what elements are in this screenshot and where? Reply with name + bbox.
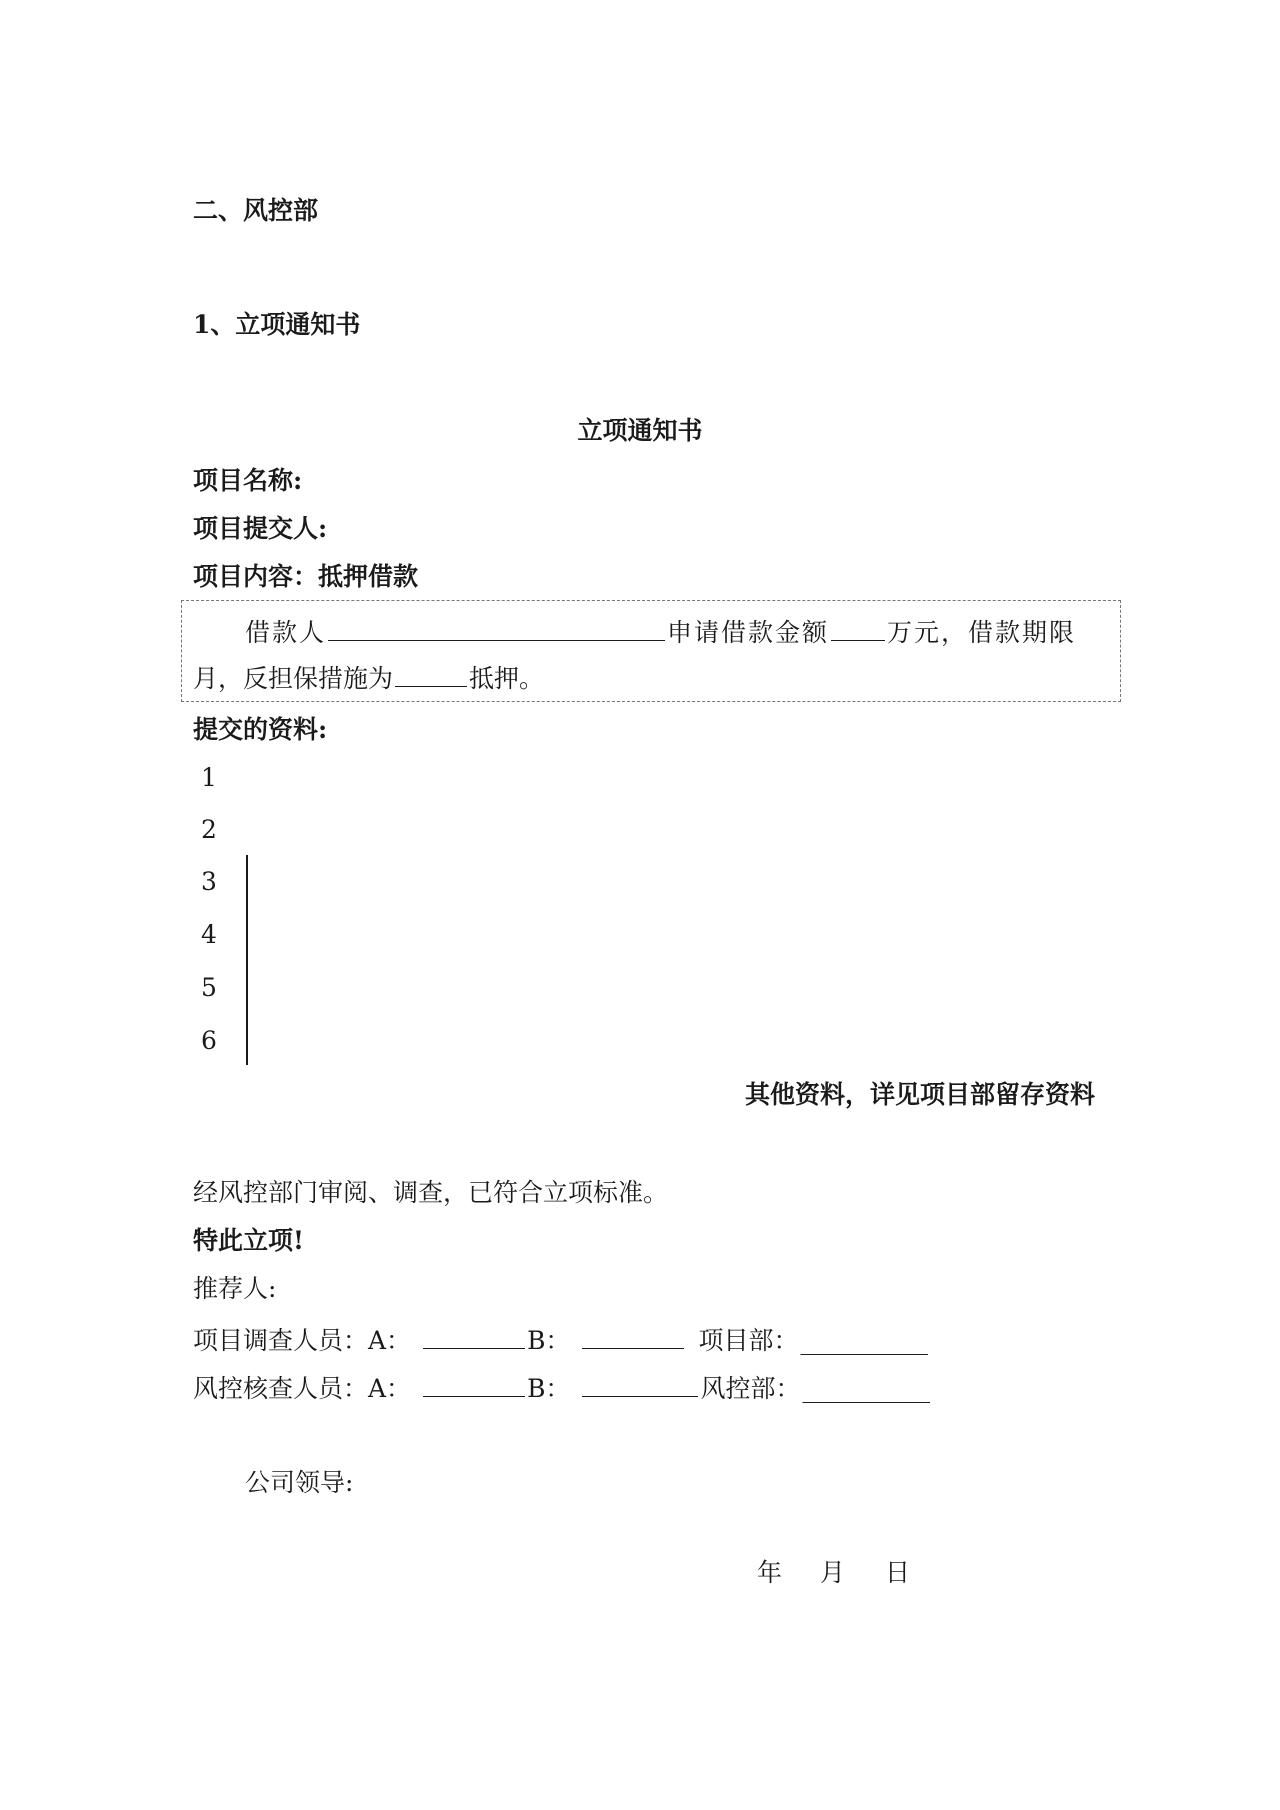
other-materials-note: 其他资料，详见项目部留存资料 — [744, 1080, 1095, 1109]
investigation-dept-blank[interactable]: ___________ — [800, 1326, 927, 1355]
investigation-label: 项目调查人员：A： — [193, 1326, 412, 1355]
investigation-b-blank[interactable] — [582, 1322, 684, 1349]
apply-amount-label: 申请借款金额 — [667, 618, 830, 647]
material-number-1: 1 — [201, 763, 217, 792]
field-project-submitter: 项目提交人: — [193, 514, 328, 543]
risk-check-dept-blank[interactable]: ___________ — [802, 1374, 929, 1403]
risk-check-b-label: B： — [527, 1374, 571, 1403]
investigation-b-label: B： — [527, 1326, 571, 1355]
loan-line-1 — [245, 614, 1076, 648]
leader-label: 公司领导: — [245, 1468, 354, 1497]
date-month: 月 — [820, 1558, 846, 1587]
borrower-label: 借款人 — [245, 618, 327, 647]
loan-line-2 — [193, 660, 544, 694]
approve-text: 特此立项! — [193, 1226, 304, 1255]
amount-blank[interactable] — [831, 614, 885, 641]
month-guarantee-label: 月，反担保措施为 — [193, 664, 394, 693]
field-project-name: 项目名称: — [193, 466, 303, 495]
investigation-row — [193, 1322, 929, 1356]
recommender-label: 推荐人: — [193, 1274, 277, 1303]
investigation-dept-label: 项目部： — [698, 1326, 799, 1355]
risk-check-a-blank[interactable] — [423, 1370, 525, 1397]
materials-margin-line — [246, 855, 248, 1065]
collateral-blank[interactable] — [395, 660, 467, 687]
material-number-6: 6 — [201, 1026, 217, 1055]
materials-label: 提交的资料: — [193, 715, 328, 744]
subsection-heading: 1、立项通知书 — [193, 310, 361, 339]
investigation-a-blank[interactable] — [423, 1322, 525, 1349]
collateral-label: 抵押。 — [469, 664, 545, 693]
material-number-2: 2 — [201, 815, 217, 844]
date-year: 年 — [757, 1558, 783, 1587]
risk-check-label: 风控核查人员：A： — [193, 1374, 412, 1403]
risk-check-b-blank[interactable] — [582, 1370, 698, 1397]
unit-term-label: 万元，借款期限 — [887, 618, 1077, 647]
material-number-4: 4 — [201, 920, 217, 949]
review-text: 经风控部门审阅、调查，已符合立项标准。 — [193, 1178, 669, 1207]
section-heading: 二、风控部 — [193, 196, 319, 225]
document-title: 立项通知书 — [577, 416, 703, 445]
material-number-5: 5 — [201, 973, 217, 1002]
date-day: 日 — [885, 1558, 911, 1587]
risk-check-row — [193, 1370, 931, 1404]
borrower-blank[interactable] — [328, 614, 665, 641]
risk-check-dept-label: 风控部： — [700, 1374, 801, 1403]
material-number-3: 3 — [201, 867, 217, 896]
field-project-content: 项目内容：抵押借款 — [193, 562, 419, 591]
